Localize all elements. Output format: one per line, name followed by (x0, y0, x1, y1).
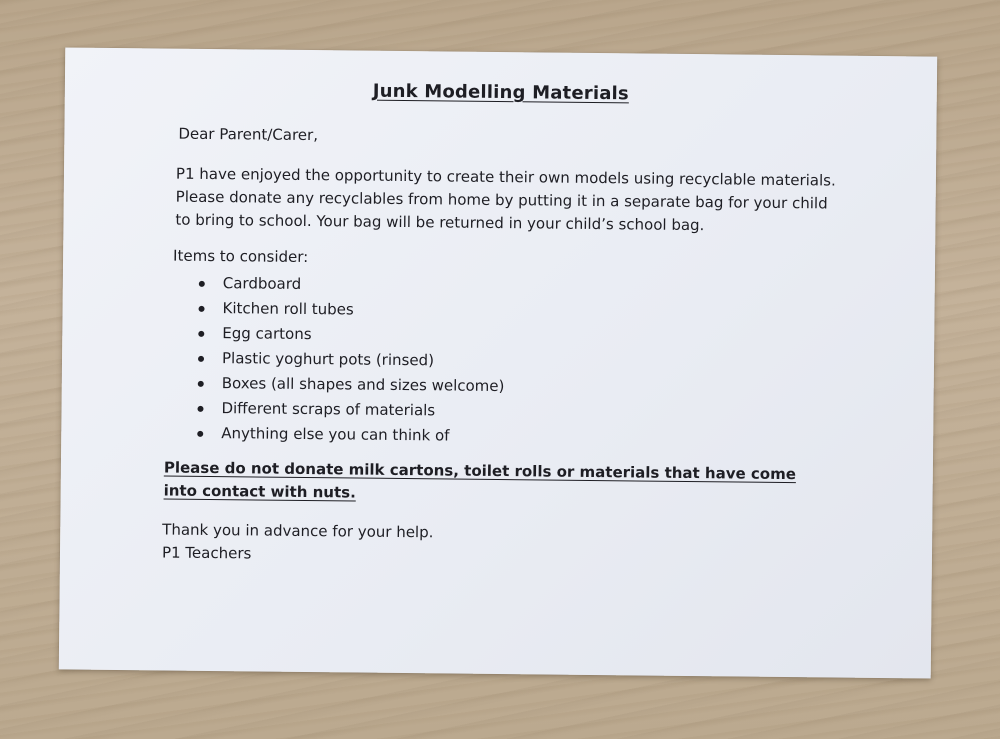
thanks-line: Thank you in advance for your help. (162, 520, 434, 542)
bullet-icon (198, 331, 204, 337)
list-item (194, 296, 505, 324)
list-item-text: Different scraps of materials (221, 399, 436, 420)
list-item (193, 396, 504, 424)
bullet-icon (198, 356, 204, 362)
list-item-text: Egg cartons (222, 324, 312, 344)
letter-greeting: Dear Parent/Carer, (178, 124, 319, 145)
list-item (195, 271, 506, 299)
list-item-text: Cardboard (222, 274, 302, 293)
list-item (194, 346, 505, 374)
letter-paper (59, 47, 937, 678)
letter-paragraph: P1 have enjoyed the opportunity to create their own models using recyclable materials. Please donate any recyclables from home by putting it in a separate bag for your child to bring to school. Your bag will be returned in your child’s school bag. (175, 164, 836, 235)
list-item (194, 371, 505, 399)
items-heading: Items to consider: (173, 246, 309, 267)
bullet-icon (197, 431, 203, 437)
bullet-icon (197, 406, 203, 412)
bullet-icon (199, 306, 205, 312)
closing-block (162, 518, 434, 567)
list-item-text: Boxes (all shapes and sizes welcome) (221, 374, 505, 396)
list-item-text: Plastic yoghurt pots (rinsed) (221, 349, 435, 370)
list-item-text: Anything else you can think of (221, 424, 450, 445)
list-item-text: Kitchen roll tubes (222, 299, 354, 319)
items-list (193, 271, 505, 449)
list-item (193, 421, 504, 449)
letter-title: Junk Modelling Materials (372, 80, 630, 105)
bullet-icon (198, 381, 204, 387)
signature: P1 Teachers (161, 543, 252, 563)
warning-notice: Please do not donate milk cartons, toilet rolls or materials that have come into contact with nuts. (163, 458, 797, 502)
list-item (194, 321, 505, 349)
bullet-icon (199, 281, 205, 287)
